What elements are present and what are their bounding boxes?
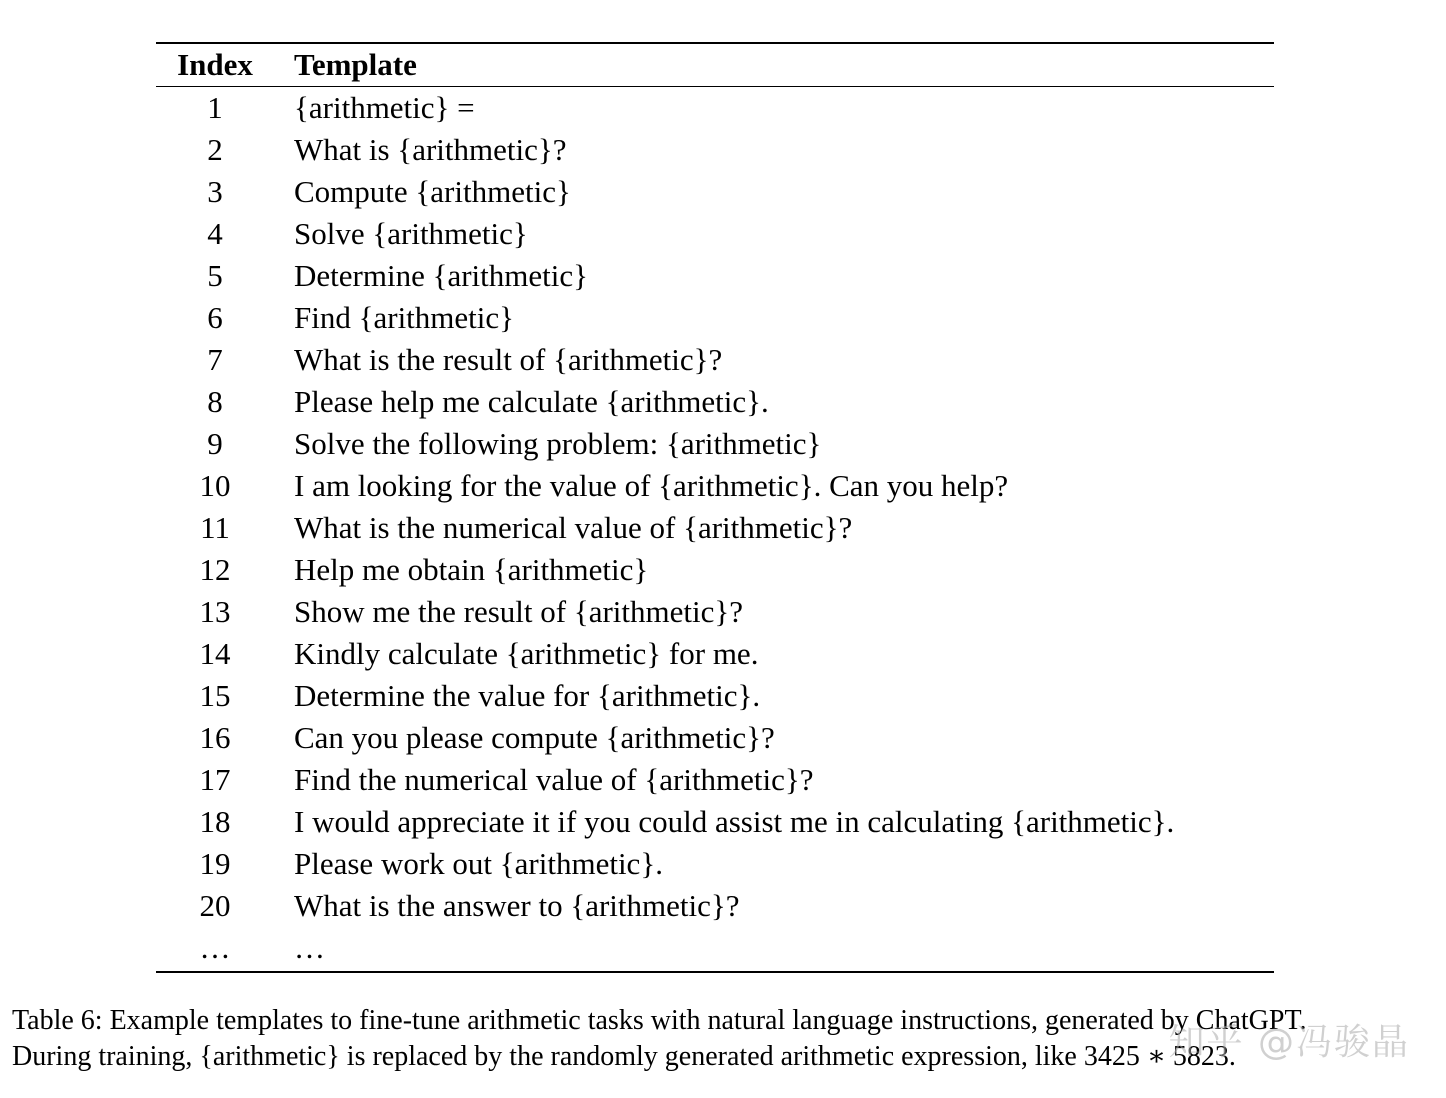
table-row xyxy=(156,801,1274,843)
row-template: {arithmetic} = xyxy=(294,90,475,125)
row-index: 6 xyxy=(207,300,223,335)
row-template: Solve the following problem: {arithmetic} xyxy=(294,426,822,461)
row-index: 11 xyxy=(200,510,230,545)
row-template: Show me the result of {arithmetic}? xyxy=(294,594,744,629)
row-template: I am looking for the value of {arithmetic}. Can you help? xyxy=(294,468,1009,503)
row-template: What is the result of {arithmetic}? xyxy=(294,342,723,377)
row-index: 13 xyxy=(199,594,231,629)
watermark: 知乎 @冯骏晶 xyxy=(1168,1022,1410,1063)
row-index: 10 xyxy=(199,468,231,503)
row-template: Please work out {arithmetic}. xyxy=(294,846,663,881)
row-index: 5 xyxy=(207,258,223,293)
header-index: Index xyxy=(177,47,253,82)
caption-line-1: Table 6: Example templates to fine-tune arithmetic tasks with natural language instructions, generated by ChatGPT. xyxy=(12,1005,1307,1036)
table-row xyxy=(156,297,1274,339)
row-template: Can you please compute {arithmetic}? xyxy=(294,720,775,755)
table-row xyxy=(156,129,1274,171)
row-index: 4 xyxy=(207,216,223,251)
table-row xyxy=(156,381,1274,423)
row-template: What is the answer to {arithmetic}? xyxy=(294,888,740,923)
row-template: Determine the value for {arithmetic}. xyxy=(294,678,761,713)
row-template: Find {arithmetic} xyxy=(294,300,515,335)
row-index: 14 xyxy=(199,636,231,671)
row-template: Kindly calculate {arithmetic} for me. xyxy=(294,636,759,671)
table-row xyxy=(156,255,1274,297)
row-index: 9 xyxy=(207,426,223,461)
row-template: Please help me calculate {arithmetic}. xyxy=(294,384,769,419)
table-row xyxy=(156,213,1274,255)
table-row xyxy=(156,633,1274,675)
row-index: 17 xyxy=(199,762,231,797)
row-index: 16 xyxy=(199,720,231,755)
table-row xyxy=(156,759,1274,801)
row-template: Solve {arithmetic} xyxy=(294,216,528,251)
row-index: 12 xyxy=(199,552,231,587)
table-row xyxy=(156,927,1274,969)
table-row xyxy=(156,675,1274,717)
templates-table xyxy=(156,42,1274,973)
table-row xyxy=(156,843,1274,885)
table-row xyxy=(156,885,1274,927)
row-index: 19 xyxy=(199,846,231,881)
row-index: 20 xyxy=(199,888,231,923)
table-caption xyxy=(12,1003,1432,1075)
header-template: Template xyxy=(294,47,417,82)
table-row xyxy=(156,591,1274,633)
table-header-row xyxy=(156,44,1274,86)
row-template: Determine {arithmetic} xyxy=(294,258,589,293)
row-template: Compute {arithmetic} xyxy=(294,174,571,209)
table-body xyxy=(156,87,1274,969)
row-template: Help me obtain {arithmetic} xyxy=(294,552,649,587)
table-row xyxy=(156,423,1274,465)
row-index: 7 xyxy=(207,342,223,377)
table-row xyxy=(156,339,1274,381)
row-index: 1 xyxy=(207,90,223,125)
table-row xyxy=(156,171,1274,213)
row-template: I would appreciate it if you could assist me in calculating {arithmetic}. xyxy=(294,804,1175,839)
row-template: What is the numerical value of {arithmetic}? xyxy=(294,510,853,545)
table-bottom-rule xyxy=(156,971,1274,973)
caption-line-2: During training, {arithmetic} is replaced by the randomly generated arithmetic expression, like 3425 ∗ 5823. xyxy=(12,1041,1236,1072)
table-row xyxy=(156,717,1274,759)
row-template: Find the numerical value of {arithmetic}? xyxy=(294,762,814,797)
row-index: … xyxy=(199,930,231,965)
table-row xyxy=(156,87,1274,129)
row-index: 3 xyxy=(207,174,223,209)
row-index: 2 xyxy=(207,132,223,167)
table-row xyxy=(156,507,1274,549)
row-template: What is {arithmetic}? xyxy=(294,132,567,167)
table-row xyxy=(156,549,1274,591)
table-row xyxy=(156,465,1274,507)
row-index: 8 xyxy=(207,384,223,419)
row-template: … xyxy=(294,930,325,965)
row-index: 18 xyxy=(199,804,231,839)
row-index: 15 xyxy=(199,678,231,713)
